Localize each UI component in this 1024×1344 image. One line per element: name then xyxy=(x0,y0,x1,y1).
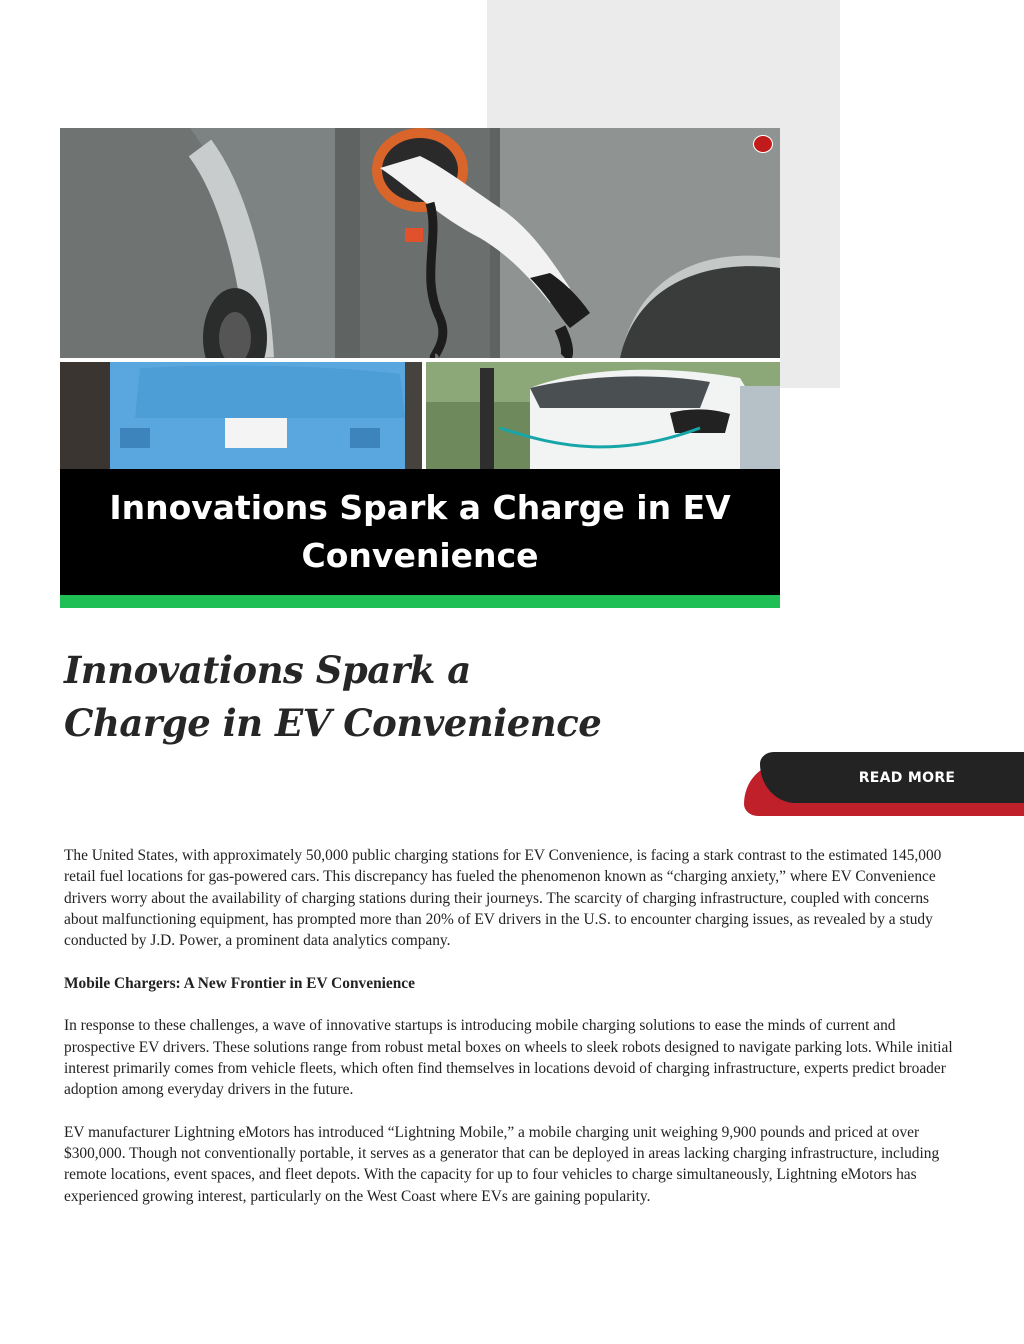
article-title xyxy=(64,644,704,750)
article-title-line1: Innovations Spark a xyxy=(64,648,471,692)
article-paragraph-3: EV manufacturer Lightning eMotors has introduced “Lightning Mobile,” a mobile charging unit weighing 9,900 pounds and priced at over $300,000. Though not conventionally portable, it serves as a generator that can be deployed in areas lacking charging infrastructure, including remote locations, event spaces, and fleet depots. With the capacity for up to four vehicles to charge simultaneously, Lightning eMotors has experienced growing interest, particularly on the West Coast where EVs are gaining popularity. xyxy=(64,1123,940,1205)
article-paragraph-2: In response to these challenges, a wave of innovative startups is introducing mobile charging solutions to ease the minds of current and prospective EV drivers. These solutions range from robust metal boxes on wheels to sleek robots designed to navigate parking lots. While initial interest primarily comes from vehicle fleets, which often find themselves in locations devoid of charging infrastructure, experts predict broader adoption among everyday drivers in the future. xyxy=(64,1017,953,1099)
hero-photo-collage xyxy=(60,128,780,469)
read-more-container xyxy=(744,752,1024,816)
hero-banner xyxy=(60,469,780,595)
article-subheading: Mobile Chargers: A New Frontier in EV Convenience xyxy=(64,974,415,992)
white-ev-charging-icon xyxy=(426,362,780,469)
blue-ev-car-icon xyxy=(60,362,422,469)
read-more-label: READ MORE xyxy=(858,769,956,786)
hero-banner-text: Innovations Spark a Charge in EV Convenience xyxy=(109,488,731,575)
hero-green-stripe xyxy=(60,595,780,608)
article-paragraph-1: The United States, with approximately 50,000 public charging stations for EV Convenience, is facing a stark contrast to the estimated 145,000 retail fuel locations for gas-powered cars. This discrepancy has fueled the phenomenon known as “charging anxiety,” where EV Convenience drivers worry about the availability of charging stations during their journeys. The scarcity of charging infrastructure, coupled with concerns about malfunctioning equipment, has prompted more than 20% of EV drivers in the U.S. to encounter charging issues, as revealed by a study conducted by J.D. Power, a prominent data analytics company. xyxy=(64,847,942,950)
read-more-button[interactable] xyxy=(760,752,1024,803)
ev-charging-plug-icon xyxy=(60,128,780,388)
article-title-line2: Charge in EV Convenience xyxy=(64,701,602,745)
hero-image xyxy=(60,128,780,608)
channel-logo-icon xyxy=(753,135,773,153)
article-body xyxy=(64,845,964,1228)
